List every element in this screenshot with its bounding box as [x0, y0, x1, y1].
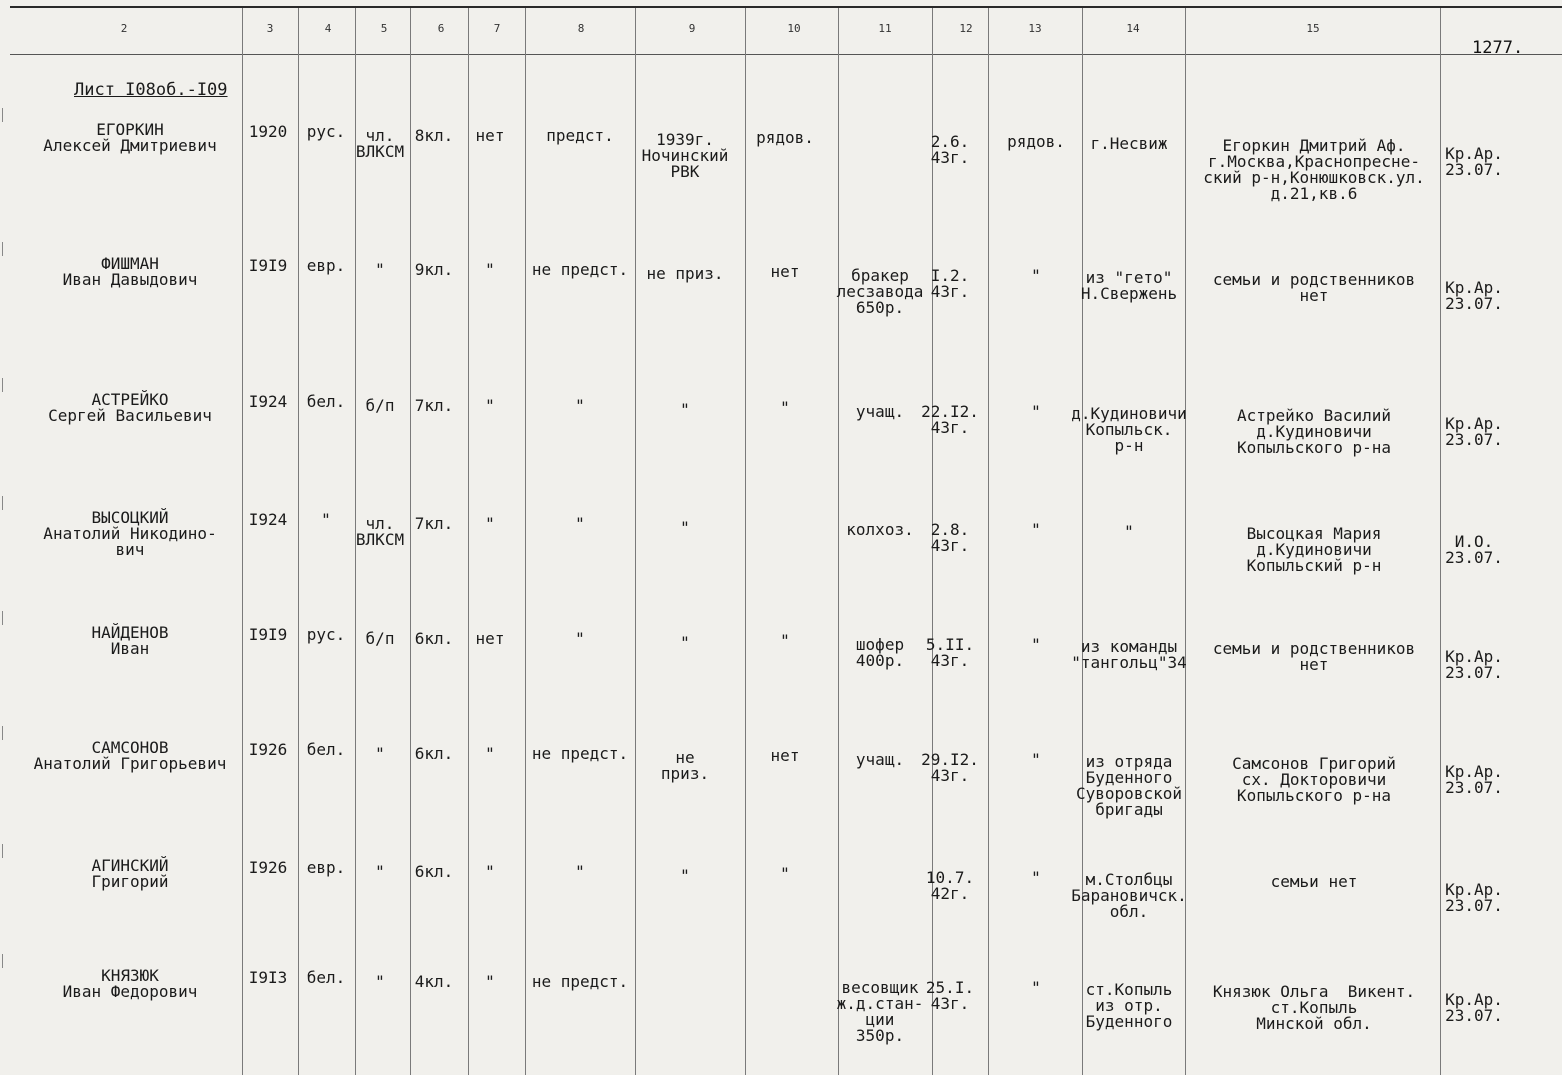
cell-education: 6кл.	[414, 629, 454, 648]
column-number: 9	[688, 22, 696, 35]
cell-year: I9I9	[248, 256, 288, 275]
cell-c15: Князюк Ольга Викент. ст.Копыль Минской обл.	[1212, 982, 1416, 1033]
cell-c14: ст.Копыль из отр. Буденного	[1085, 980, 1173, 1031]
cell-c14: д.Кудиновичи Копыльск. р-н	[1071, 404, 1187, 455]
cell-c14: из команды "тангольц"34	[1071, 637, 1187, 672]
cell-c13: "	[1031, 978, 1041, 997]
cell-party: "	[375, 972, 385, 991]
cell-year: I924	[248, 510, 288, 529]
cell-c9: не приз.	[646, 264, 724, 283]
cell-date: 29.I2. 43г.	[921, 750, 979, 785]
cell-education: 8кл.	[414, 126, 454, 145]
cell-date: 25.I. 43г.	[925, 978, 975, 1013]
margin-tick	[2, 726, 13, 740]
cell-nationality: рус.	[306, 625, 346, 644]
cell-c11: учащ.	[855, 402, 905, 421]
cell-c8: предст.	[546, 126, 614, 145]
cell-c16: И.О. 23.07.	[1445, 532, 1503, 567]
cell-year: I926	[248, 858, 288, 877]
cell-date: 2.6. 43г.	[930, 132, 970, 167]
cell-name: АГИНСКИЙ Григорий	[91, 856, 169, 891]
cell-party: "	[375, 260, 385, 279]
cell-c15: семьи и родственников нет	[1212, 270, 1416, 305]
cell-nationality: "	[321, 510, 331, 529]
cell-c16: Кр.Ар. 23.07.	[1445, 762, 1503, 797]
cell-party: б/п	[365, 396, 395, 415]
column-number: 15	[1306, 22, 1320, 35]
cell-name: ВЫСОЦКИЙ Анатолий Никодино- вич	[43, 508, 217, 559]
cell-nationality: евр.	[306, 256, 346, 275]
margin-tick	[2, 242, 13, 256]
cell-c9: "	[680, 866, 690, 885]
cell-c15: семьи и родственников нет	[1212, 639, 1416, 674]
cell-name: ФИШМАН Иван Давыдович	[62, 254, 198, 289]
cell-c10: "	[780, 631, 790, 650]
cell-c13: "	[1031, 868, 1041, 887]
cell-nationality: бел.	[306, 740, 346, 759]
cell-c14: м.Столбцы Барановичск. обл.	[1071, 870, 1187, 921]
cell-c16: Кр.Ар. 23.07.	[1445, 880, 1503, 915]
cell-nationality: бел.	[306, 392, 346, 411]
cell-c14: из отряда Буденного Суворовской бригады	[1076, 752, 1182, 819]
column-number: 4	[324, 22, 332, 35]
cell-date: 2.8. 43г.	[930, 520, 970, 555]
cell-nationality: евр.	[306, 858, 346, 877]
cell-education: 6кл.	[414, 744, 454, 763]
column-divider	[410, 8, 411, 1075]
column-number: 8	[577, 22, 585, 35]
cell-c7: "	[485, 744, 495, 763]
margin-tick	[2, 611, 13, 625]
cell-c9: "	[680, 518, 690, 537]
column-number: 11	[878, 22, 892, 35]
cell-name: ЕГОРКИН Алексей Дмитриевич	[43, 120, 217, 155]
cell-c16: Кр.Ар. 23.07.	[1445, 278, 1503, 313]
cell-c11: учащ.	[855, 750, 905, 769]
column-number: 7	[493, 22, 501, 35]
column-divider	[838, 8, 839, 1075]
cell-c13: "	[1031, 520, 1041, 539]
cell-name: АСТРЕЙКО Сергей Васильевич	[48, 390, 212, 425]
cell-c7: "	[485, 862, 495, 881]
cell-c13: рядов.	[1007, 132, 1065, 151]
cell-year: I9I9	[248, 625, 288, 644]
margin-tick	[2, 844, 13, 858]
cell-c8: "	[575, 514, 585, 533]
cell-c7: нет	[475, 126, 505, 145]
cell-c11: весовщик ж.д.стан- ции 350р.	[836, 978, 924, 1045]
cell-c16: Кр.Ар. 23.07.	[1445, 414, 1503, 449]
cell-c7: "	[485, 260, 495, 279]
cell-name: САМСОНОВ Анатолий Григорьевич	[33, 738, 227, 773]
cell-c14: из "гето" Н.Свержень	[1080, 268, 1178, 303]
column-divider	[242, 8, 243, 1075]
cell-c15: Егоркин Дмитрий Аф. г.Москва,Краснопресне- ский р-н,Конюшковск.ул. д.21,кв.6	[1203, 136, 1425, 203]
column-number: 5	[380, 22, 388, 35]
cell-c8: не предст.	[531, 744, 629, 763]
cell-party: "	[375, 862, 385, 881]
column-number: 10	[787, 22, 801, 35]
column-divider	[298, 8, 299, 1075]
column-divider	[988, 8, 989, 1075]
cell-c15: семьи нет	[1270, 872, 1358, 891]
cell-c9: 1939г. Ночинский РВК	[641, 130, 729, 181]
cell-c10: "	[780, 864, 790, 883]
cell-c8: "	[575, 629, 585, 648]
cell-education: 7кл.	[414, 514, 454, 533]
cell-name: НАЙДЕНОВ Иван	[91, 623, 169, 658]
column-number: 12	[959, 22, 973, 35]
cell-year: I924	[248, 392, 288, 411]
cell-c8: не предст.	[531, 972, 629, 991]
margin-tick	[2, 954, 13, 968]
column-divider	[745, 8, 746, 1075]
cell-party: "	[375, 744, 385, 763]
cell-c14: г.Несвиж	[1090, 134, 1168, 153]
cell-education: 7кл.	[414, 396, 454, 415]
cell-c13: "	[1031, 750, 1041, 769]
column-divider	[525, 8, 526, 1075]
cell-c11: шофер 400р.	[855, 635, 905, 670]
cell-c16: Кр.Ар. 23.07.	[1445, 144, 1503, 179]
cell-c10: нет	[770, 262, 800, 281]
cell-c10: "	[780, 398, 790, 417]
cell-education: 4кл.	[414, 972, 454, 991]
cell-c9: не приз.	[660, 748, 710, 783]
cell-party: б/п	[365, 629, 395, 648]
margin-tick	[2, 496, 13, 510]
cell-c8: не предст.	[531, 260, 629, 279]
cell-c10: нет	[770, 746, 800, 765]
cell-year: 1920	[248, 122, 288, 141]
column-number: 3	[266, 22, 274, 35]
sheet-reference: Лист I08об.-I09	[74, 80, 228, 100]
cell-nationality: рус.	[306, 122, 346, 141]
cell-c15: Высоцкая Мария д.Кудиновичи Копыльский р-н	[1246, 524, 1382, 575]
cell-c9: "	[680, 400, 690, 419]
cell-c7: нет	[475, 629, 505, 648]
cell-c16: Кр.Ар. 23.07.	[1445, 647, 1503, 682]
cell-date: 10.7. 42г.	[925, 868, 975, 903]
margin-tick	[2, 378, 13, 392]
column-divider	[1440, 8, 1441, 1075]
cell-c11: колхоз.	[846, 520, 914, 539]
cell-education: 6кл.	[414, 862, 454, 881]
cell-c9: "	[680, 633, 690, 652]
column-number: 13	[1028, 22, 1042, 35]
cell-c11: бракер лесзавода 650р.	[836, 266, 924, 317]
cell-c15: Самсонов Григорий сх. Докторовичи Копыльского р-на	[1232, 754, 1396, 805]
cell-nationality: бел.	[306, 968, 346, 987]
cell-c14: "	[1124, 522, 1134, 541]
cell-c8: "	[575, 862, 585, 881]
page-number: 1277.	[1472, 38, 1524, 58]
cell-education: 9кл.	[414, 260, 454, 279]
cell-c8: "	[575, 396, 585, 415]
cell-date: 22.I2. 43г.	[921, 402, 979, 437]
margin-tick	[2, 108, 13, 122]
cell-c7: "	[485, 514, 495, 533]
cell-date: I.2. 43г.	[930, 266, 970, 301]
cell-c7: "	[485, 396, 495, 415]
cell-year: I926	[248, 740, 288, 759]
cell-year: I9I3	[248, 968, 288, 987]
cell-party: чл. ВЛКСМ	[355, 126, 405, 161]
cell-c13: "	[1031, 266, 1041, 285]
cell-name: КНЯЗЮК Иван Федорович	[62, 966, 198, 1001]
cell-c10: рядов.	[756, 128, 814, 147]
cell-c13: "	[1031, 402, 1041, 421]
cell-c15: Астрейко Василий д.Кудиновичи Копыльского р-на	[1236, 406, 1392, 457]
column-number: 14	[1126, 22, 1140, 35]
cell-c7: "	[485, 972, 495, 991]
column-divider	[468, 8, 469, 1075]
column-number: 2	[120, 22, 128, 35]
cell-c16: Кр.Ар. 23.07.	[1445, 990, 1503, 1025]
column-divider	[635, 8, 636, 1075]
cell-c13: "	[1031, 635, 1041, 654]
cell-party: чл. ВЛКСМ	[355, 514, 405, 549]
column-number: 6	[437, 22, 445, 35]
cell-date: 5.II. 43г.	[925, 635, 975, 670]
